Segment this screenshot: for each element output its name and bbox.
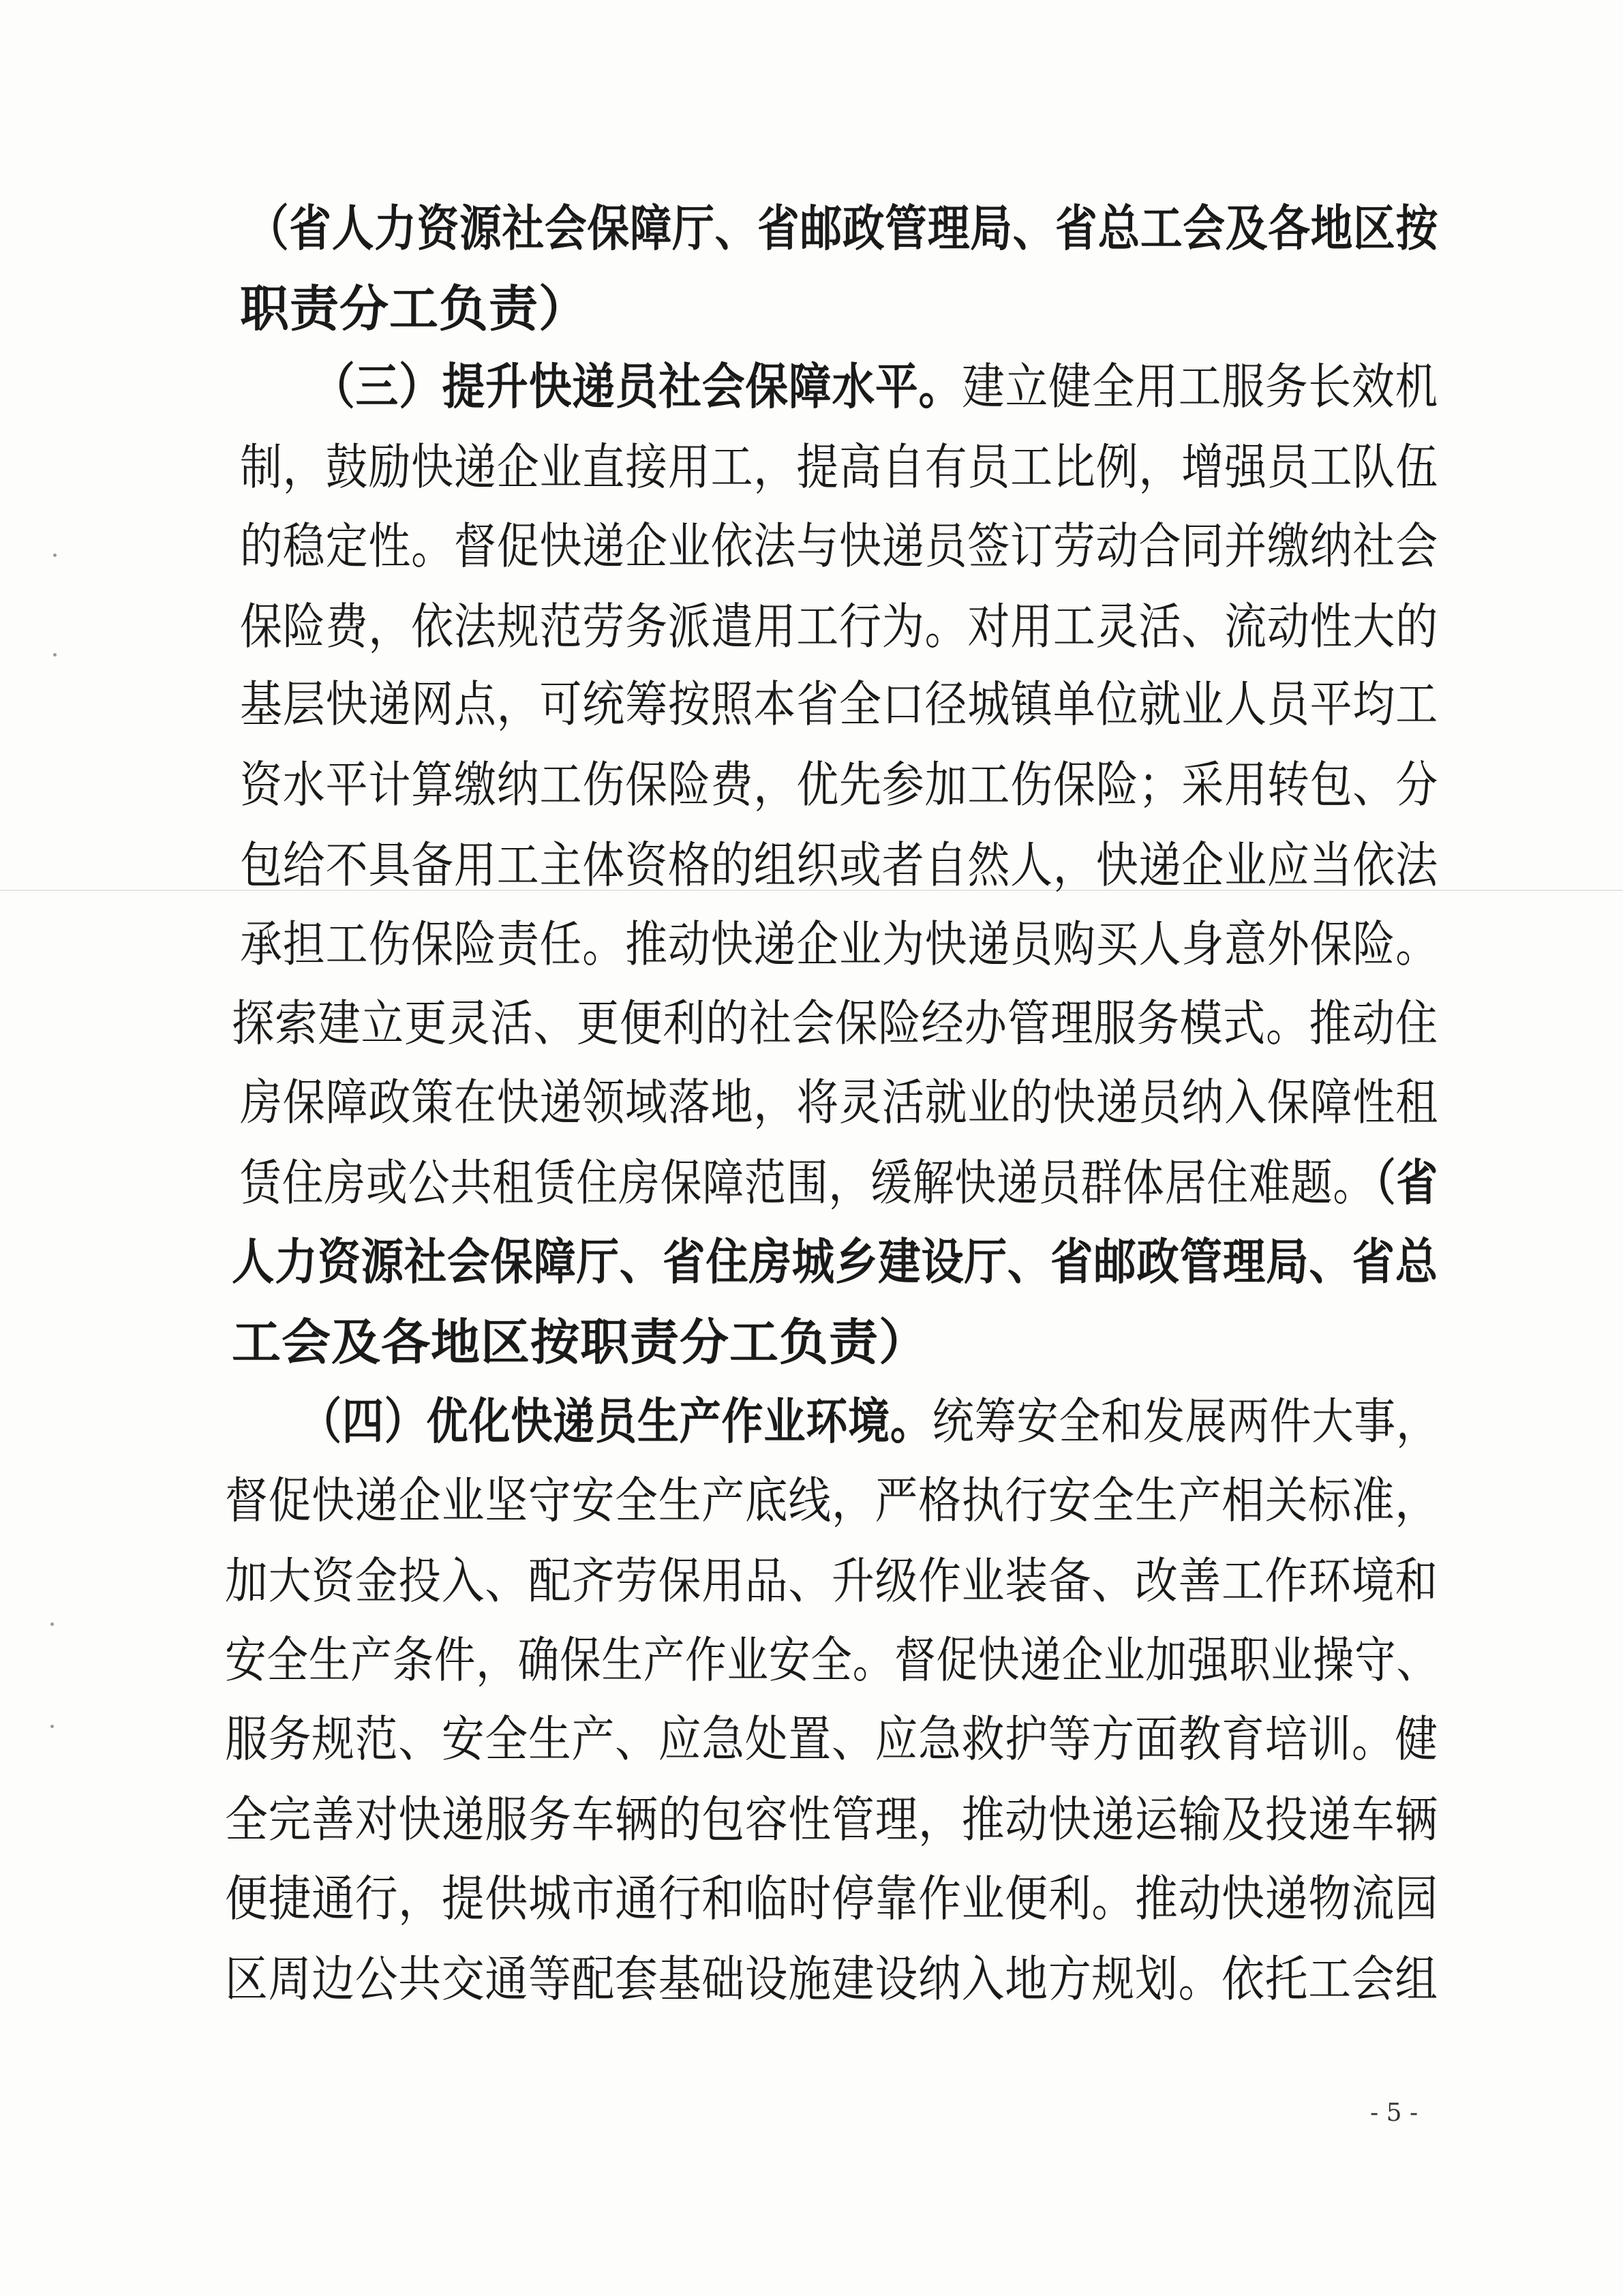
text-line: [240, 596, 1438, 657]
text-line: [232, 1231, 1438, 1293]
body-text: 加大资金投入、配齐劳保用品、升级作业装备、改善工作环境和: [225, 1552, 1439, 1610]
text-line: [225, 1629, 1438, 1691]
text-line: [225, 1948, 1438, 2010]
body-text: 建立健全用工服务长效机: [962, 358, 1439, 415]
body-text: 统筹安全和发展两件大事，: [932, 1393, 1439, 1450]
text-line: [300, 1391, 1438, 1452]
scan-speck: [53, 554, 57, 557]
text-line: [225, 1550, 1438, 1612]
bold-text: （四）优化快递员生产作业环境。: [300, 1392, 932, 1450]
text-line: [240, 674, 1438, 735]
text-line: [240, 913, 1438, 975]
body-text: 保险费，依法规范劳务派遣用工行为。对用工灵活、流动性大的: [240, 598, 1439, 655]
text-line: [240, 754, 1438, 815]
text-line: [225, 1708, 1438, 1770]
text-line: [240, 515, 1438, 577]
body-text: 的稳定性。督促快递企业依法与快递员签订劳动合同并缴纳社会: [240, 517, 1439, 575]
text-line: [247, 198, 1438, 259]
text-line: [232, 993, 1438, 1054]
bold-text: 人力资源社会保障厅、省住房城乡建设厅、省邮政管理局、省总: [232, 1233, 1439, 1290]
text-line: [312, 356, 1438, 417]
body-text: 制，鼓励快递企业直接用工，提高自有员工比例，增强员工队伍: [240, 438, 1439, 496]
text-line: [240, 1152, 1438, 1213]
bold-text: （三）提升快递员社会保障水平。: [312, 357, 962, 415]
text-line: [232, 1312, 928, 1373]
body-text: 便捷通行，提供城市通行和临时停靠作业便利。推动快递物流园: [225, 1870, 1439, 1927]
text-line: [240, 278, 588, 339]
body-text: 房保障政策在快递领域落地，将灵活就业的快递员纳入保障性租: [240, 1074, 1439, 1131]
body-text: 探索建立更灵活、更便利的社会保险经办管理服务模式。推动住: [232, 995, 1439, 1052]
bold-text: （省人力资源社会保障厅、省邮政管理局、省总工会及各地区按: [247, 199, 1439, 257]
bold-text: 工会及各地区按职责分工负责）: [232, 1313, 929, 1371]
body-text: 全完善对快递服务车辆的包容性管理，推动快递运输及投递车辆: [225, 1791, 1439, 1848]
body-text: 督促快递企业坚守安全生产底线，严格执行安全生产相关标准，: [225, 1472, 1439, 1529]
scan-speck: [50, 1725, 54, 1728]
text-line: [225, 1868, 1438, 1929]
body-text: 区周边公共交通等配套基础设施建设纳入地方规划。依托工会组: [225, 1950, 1439, 2008]
text-line: [240, 1072, 1438, 1133]
text-line: [240, 834, 1438, 896]
body-text: 基层快递网点，可统筹按照本省全口径城镇单位就业人员平均工: [240, 676, 1439, 733]
body-text: 安全生产条件，确保生产作业安全。督促快递企业加强职业操守、: [225, 1631, 1439, 1689]
text-line: [225, 1470, 1438, 1531]
bold-text: 职责分工负责）: [240, 280, 589, 337]
text-line: [225, 1789, 1438, 1850]
body-text: 赁住房或公共租赁住房保障范围，缓解快递员群体居住难题。: [240, 1154, 1376, 1211]
body-text: 承担工伤保险责任。推动快递企业为快递员购买人身意外保险。: [240, 916, 1439, 973]
body-text: 包给不具备用工主体资格的组织或者自然人，快递企业应当依法: [240, 836, 1439, 894]
body-text: 资水平计算缴纳工伤保险费，优先参加工伤保险；采用转包、分: [240, 756, 1439, 813]
bold-text: （省: [1375, 1153, 1439, 1211]
text-line: [240, 436, 1438, 498]
page-number: - 5 -: [1370, 2099, 1419, 2127]
scan-speck: [50, 1622, 54, 1626]
body-text: 服务规范、安全生产、应急处置、应急救护等方面教育培训。健: [225, 1710, 1439, 1768]
scan-speck: [53, 653, 57, 656]
